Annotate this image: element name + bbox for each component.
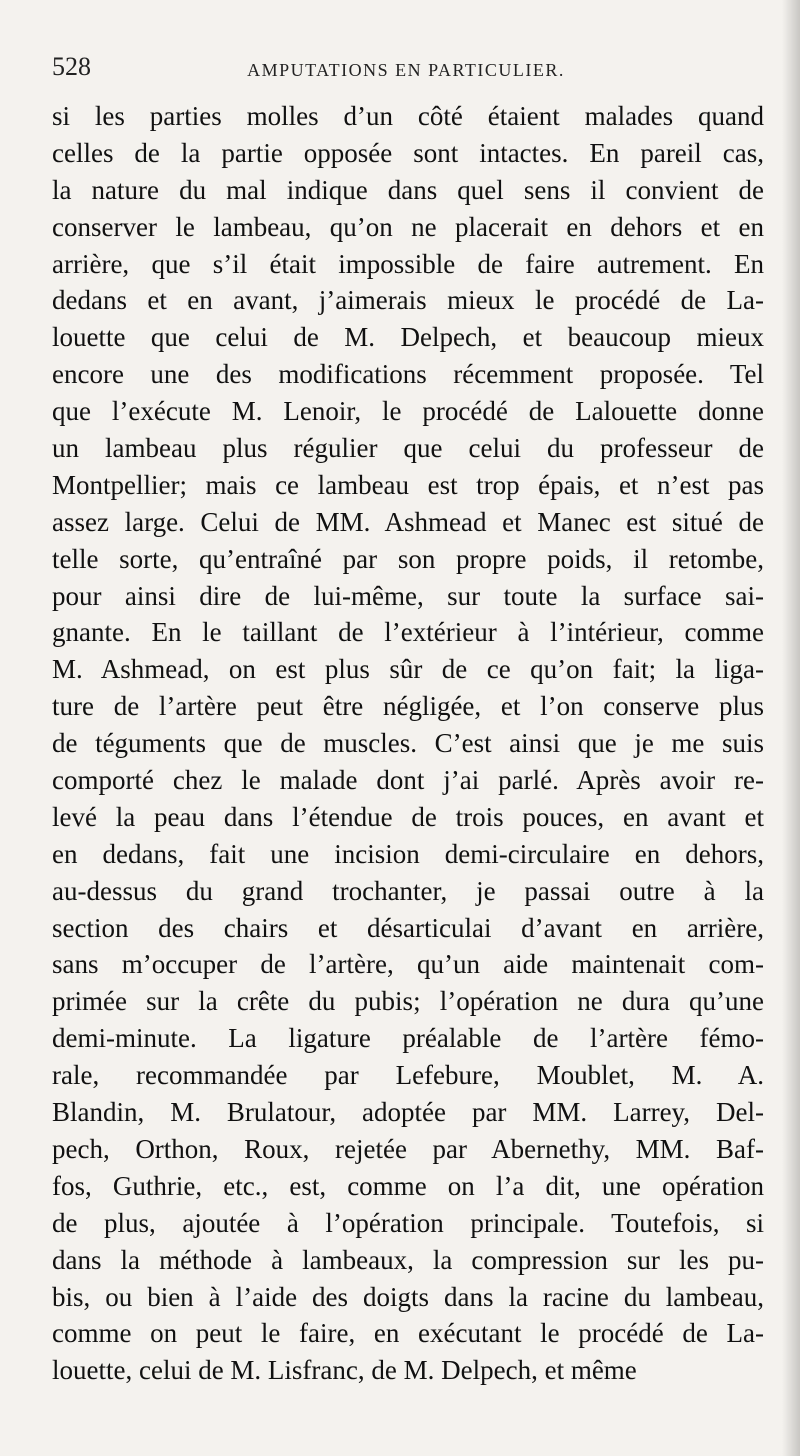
text-line: un lambeau plus régulier que celui du professeur de [52, 433, 764, 464]
text-line: de téguments que de muscles. C’est ainsi que je me suis [52, 728, 764, 759]
text-line: que l’exécute M. Lenoir, le procédé de Lalouette donne [52, 396, 764, 427]
text-line: levé la peau dans l’étendue de trois pouces, en avant et [52, 801, 764, 832]
text-line: dans la méthode à lambeaux, la compression sur les pu- [52, 1244, 764, 1275]
text-line: fos, Guthrie, etc., est, comme on l’a dit, une opération [52, 1170, 764, 1201]
text-line: au-dessus du grand trochanter, je passai outre à la [52, 875, 764, 906]
text-line: demi-minute. La ligature préalable de l’artère fémo- [52, 1023, 764, 1054]
body-text [52, 98, 764, 1389]
text-line: bis, ou bien à l’aide des doigts dans la racine du lambeau, [52, 1281, 764, 1312]
text-line: dedans et en avant, j’aimerais mieux le procédé de La- [52, 285, 764, 316]
text-line: gnante. En le taillant de l’extérieur à l’intérieur, comme [52, 617, 764, 648]
text-line: pech, Orthon, Roux, rejetée par Abernethy, MM. Baf- [52, 1133, 764, 1164]
text-line: louette que celui de M. Delpech, et beaucoup mieux [52, 322, 764, 353]
text-line: celles de la partie opposée sont intactes. En pareil cas, [52, 137, 764, 168]
text-line: Montpellier; mais ce lambeau est trop épais, et n’est pas [52, 469, 764, 500]
text-line: ture de l’artère peut être négligée, et l’on conserve plus [52, 691, 764, 722]
text-line: pour ainsi dire de lui-même, sur toute la surface sai- [52, 580, 764, 611]
text-line: section des chairs et désarticulai d’avant en arrière, [52, 912, 764, 943]
page-header [52, 52, 760, 92]
text-line: arrière, que s’il était impossible de faire autrement. En [52, 248, 764, 279]
text-line: de plus, ajoutée à l’opération principale. Toutefois, si [52, 1207, 764, 1238]
text-line: telle sorte, qu’entraîné par son propre poids, il retombe, [52, 543, 764, 574]
text-line: en dedans, fait une incision demi-circulaire en dehors, [52, 838, 764, 869]
text-line: conserver le lambeau, qu’on ne placerait en dehors et en [52, 211, 764, 242]
text-line: encore une des modifications récemment proposée. Tel [52, 359, 764, 390]
text-line: M. Ashmead, on est plus sûr de ce qu’on fait; la liga- [52, 654, 764, 685]
text-line: comporté chez le malade dont j’ai parlé. Après avoir re- [52, 765, 764, 796]
page-number: 528 [52, 52, 91, 81]
text-line: assez large. Celui de MM. Ashmead et Manec est situé de [52, 506, 764, 537]
text-line: primée sur la crête du pubis; l’opération ne dura qu’une [52, 986, 764, 1017]
text-line: sans m’occuper de l’artère, qu’un aide maintenait com- [52, 949, 764, 980]
text-line: rale, recommandée par Lefebure, Moublet, M. A. [52, 1060, 764, 1091]
text-line: comme on peut le faire, en exécutant le procédé de La- [52, 1318, 764, 1349]
text-line: si les parties molles d’un côté étaient malades quand [52, 101, 764, 131]
text-line: la nature du mal indique dans quel sens il convient de [52, 174, 764, 205]
page-edge-shadow [782, 0, 800, 1456]
text-line: louette, celui de M. Lisfranc, de M. Delpech, et même [52, 1355, 637, 1386]
text-line: Blandin, M. Brulatour, adoptée par MM. Larrey, Del- [52, 1097, 764, 1128]
running-title: AMPUTATIONS EN PARTICULIER. [247, 60, 565, 80]
